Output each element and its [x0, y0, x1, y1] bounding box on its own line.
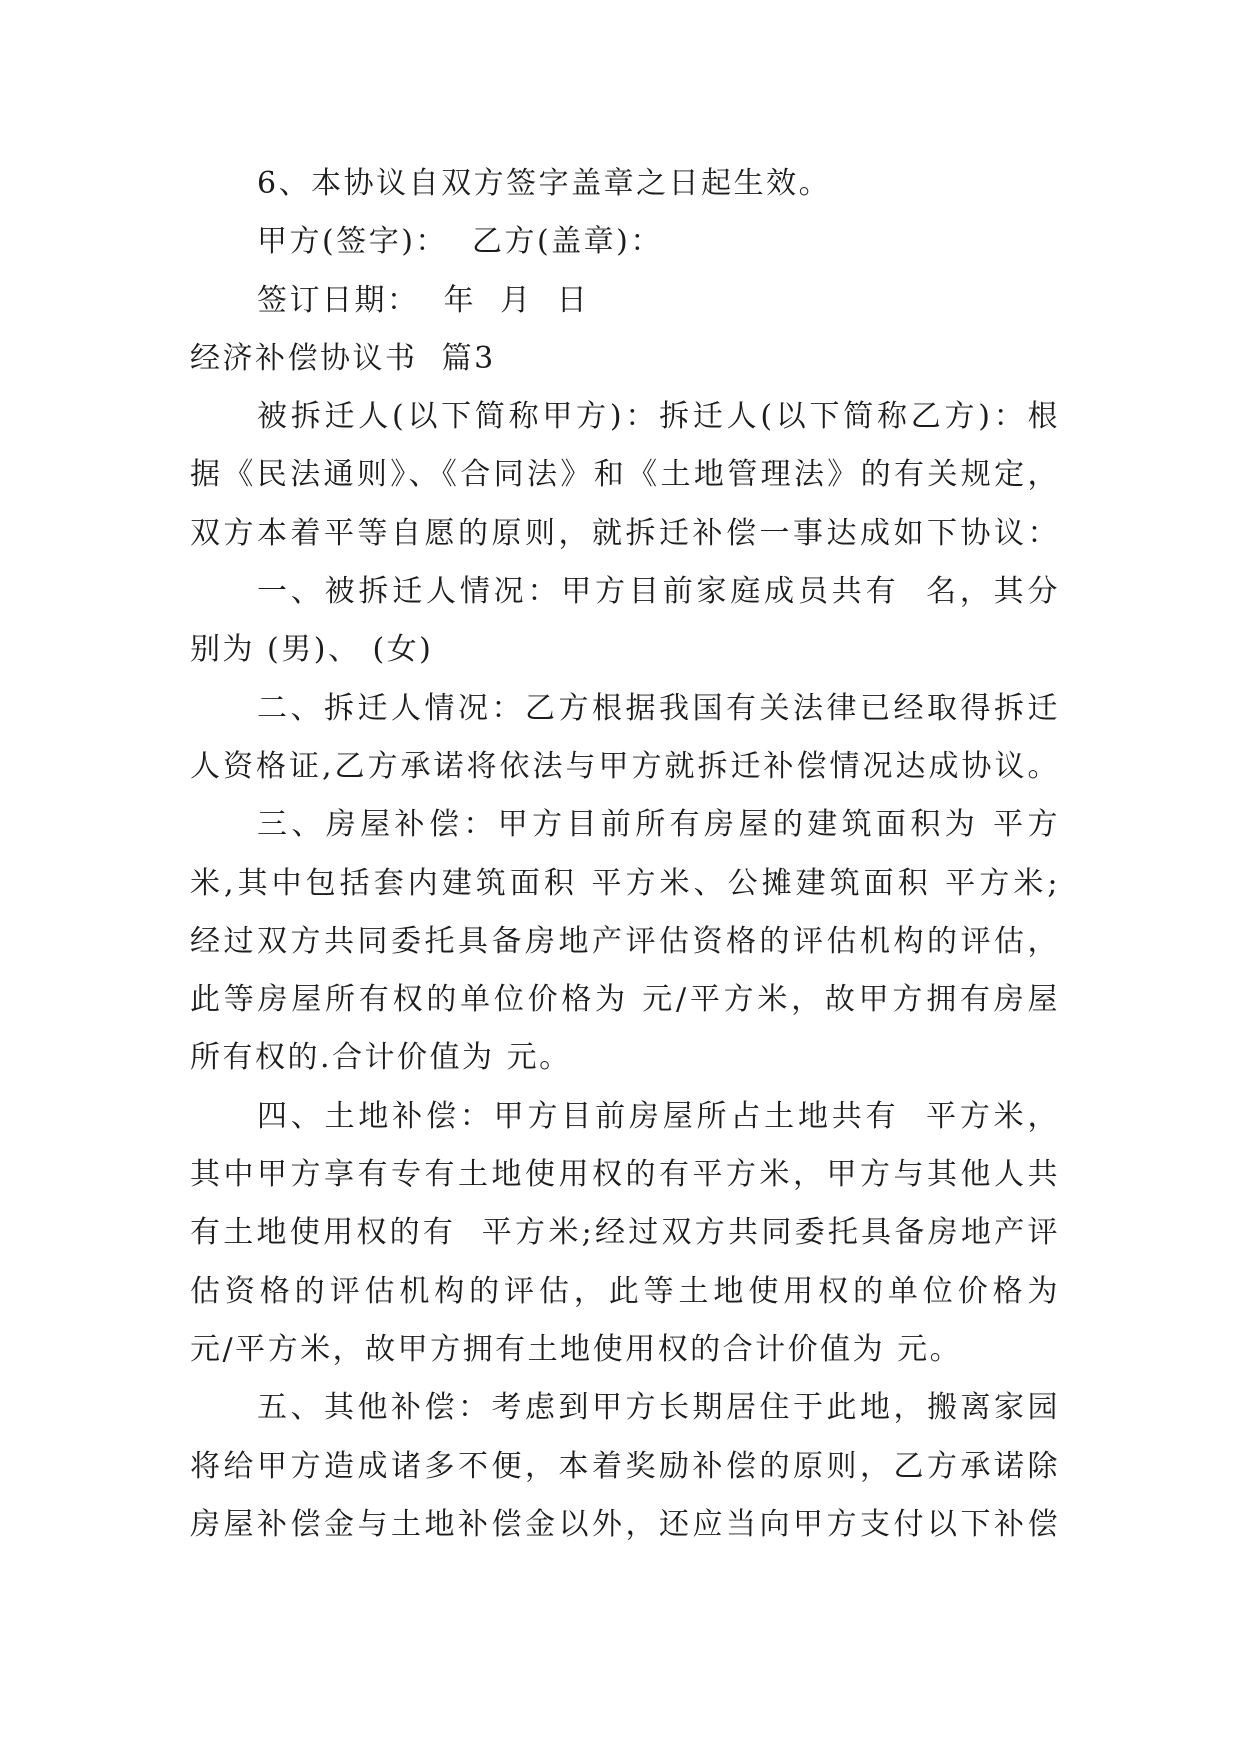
preamble-line: 被拆迁人(以下简称甲方)：拆迁人(以下简称乙方)：根 — [257, 399, 1060, 435]
signing-date-line: 签订日期： 年 月 日 — [257, 282, 590, 318]
clause-4-line: 其中甲方享有专有土地使用权的有平方米，甲方与其他人共 — [190, 1157, 1060, 1193]
clause-5-line: 房屋补偿金与土地补偿金以外，还应当向甲方支付以下补偿 — [190, 1506, 1060, 1542]
preamble-line: 据《民法通则》、《合同法》和《土地管理法》的有关规定， — [190, 457, 1060, 493]
clause-4-line: 元/平方米，故甲方拥有土地使用权的合计价值为 元。 — [190, 1331, 963, 1367]
party-signature-line: 甲方(签字)： 乙方(盖章)： — [257, 224, 663, 260]
clause-4-line: 四、土地补偿：甲方目前房屋所占土地共有 平方米， — [257, 1098, 1060, 1134]
clause-5-line: 五、其他补偿：考虑到甲方长期居住于此地，搬离家园 — [257, 1390, 1060, 1426]
clause-4-line: 估资格的评估机构的评估，此等土地使用权的单位价格为 — [190, 1273, 1060, 1309]
clause-5-line: 将给甲方造成诸多不便，本着奖励补偿的原则，乙方承诺除 — [190, 1448, 1060, 1484]
clause-3-line: 三、房屋补偿：甲方目前所有房屋的建筑面积为 平方 — [257, 807, 1060, 843]
clause-3-line: 米,其中包括套内建筑面积 平方米、公摊建筑面积 平方米; — [190, 865, 1060, 901]
preamble-line: 双方本着平等自愿的原则，就拆迁补偿一事达成如下协议： — [190, 515, 1060, 551]
clause-2-line: 二、拆迁人情况：乙方根据我国有关法律已经取得拆迁 — [257, 690, 1060, 726]
clause-6-line: 6、本协议自双方签字盖章之日起生效。 — [257, 166, 832, 201]
clause-2-line: 人资格证,乙方承诺将依法与甲方就拆迁补偿情况达成协议。 — [190, 748, 1060, 784]
document-body — [190, 155, 1060, 1554]
clause-3-line: 此等房屋所有权的单位价格为 元/平方米，故甲方拥有房屋 — [190, 982, 1060, 1018]
clause-3-line: 经过双方共同委托具备房地产评估资格的评估机构的评估， — [190, 923, 1060, 959]
clause-1-line: 一、被拆迁人情况：甲方目前家庭成员共有 名，其分 — [257, 574, 1060, 610]
clause-3-line: 所有权的.合计价值为 元。 — [190, 1040, 572, 1076]
clause-4-line: 有土地使用权的有 平方米;经过双方共同委托具备房地产评 — [190, 1215, 1060, 1251]
section-title: 经济补偿协议书 篇3 — [190, 340, 496, 376]
clause-1-line: 别为 (男)、 (女) — [190, 632, 434, 668]
